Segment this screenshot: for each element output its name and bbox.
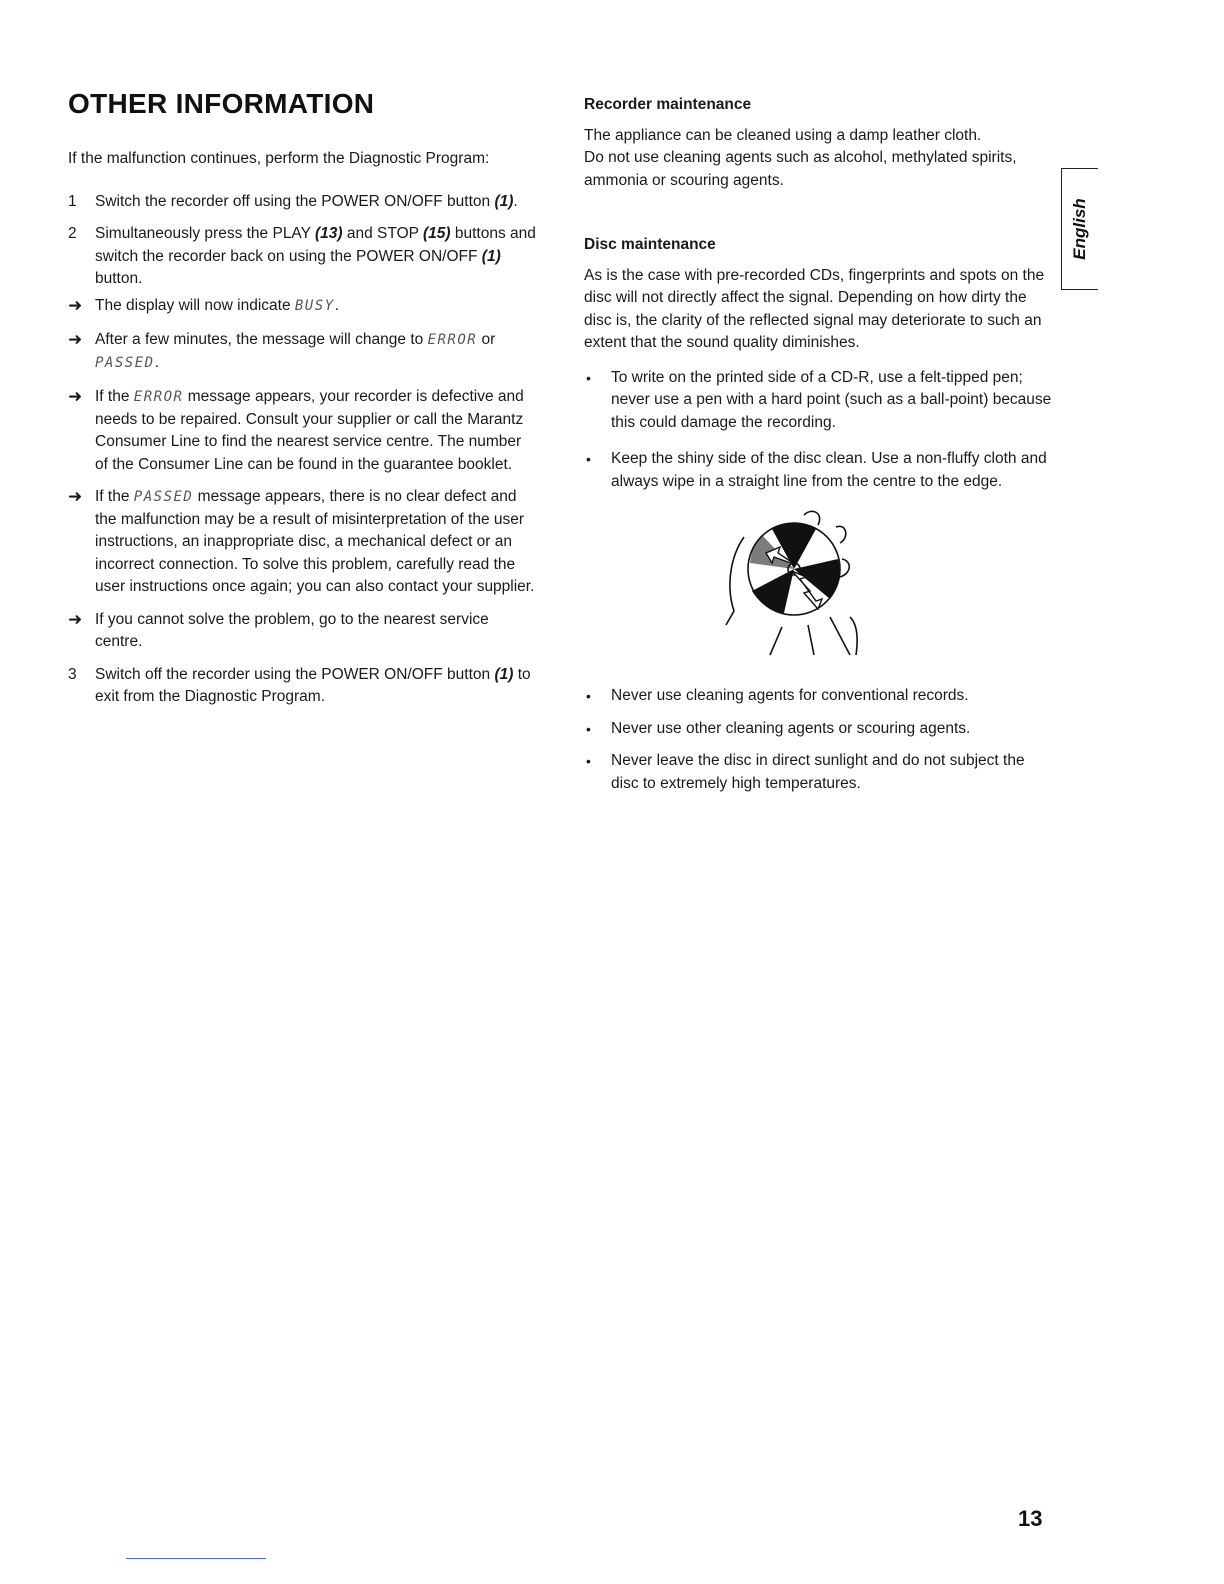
- finger-outline: [840, 559, 849, 577]
- recorder-maintenance-heading: Recorder maintenance: [584, 96, 752, 113]
- wrist-line: [770, 627, 782, 655]
- bullet-icon: •: [586, 688, 591, 704]
- language-tab: [1061, 168, 1098, 290]
- button-reference: (1): [481, 247, 501, 265]
- note-passed: ➜ If the PASSED message appears, there is no clear defect and the malfunction may be a result of misinterpretation of the user instructions, an inappropriate disc, a mechanical defect or an incorrect connection. To solve this problem, carefully read the user instructions once again; you can also contact your supplier.: [68, 487, 535, 595]
- diagnostic-section: [68, 148, 538, 709]
- bullet-icon: •: [586, 451, 591, 467]
- arrow-icon: ➜: [68, 387, 83, 406]
- arrow-icon: ➜: [68, 330, 83, 349]
- button-reference: (1): [494, 665, 514, 683]
- bullet-icon: •: [586, 720, 591, 737]
- page-title: OTHER INFORMATION: [68, 88, 375, 119]
- arrow-icon: ➜: [68, 609, 83, 629]
- list-item: • Never use other cleaning agents or scouring agents.: [584, 718, 1054, 741]
- button-reference: (1): [494, 192, 514, 210]
- step-number: 3: [68, 665, 77, 683]
- step-number: 1: [68, 192, 77, 210]
- disc-sector: [752, 569, 794, 613]
- list-item: • Never use cleaning agents for conventional records.: [584, 685, 1054, 708]
- lcd-message-busy: BUSY: [294, 297, 335, 314]
- note-service: ➜ If you cannot solve the problem, go to the nearest service centre.: [68, 609, 489, 650]
- disc-maintenance-intro: As is the case with pre-recorded CDs, fingerprints and spots on the disc will not directly affect the signal. Depending on how dirty the disc is, the clarity of the reflected signal may deteriorate to such an extent that the sound quality diminishes.: [584, 266, 1045, 351]
- lcd-message-error: ERROR: [427, 332, 478, 348]
- step-3: 3 Switch off the recorder using the POWER ON/OFF button (1) to exit from the Diagnostic Program.: [68, 665, 531, 705]
- list-item: • Never leave the disc in direct sunlight and do not subject the disc to extremely high temperatures.: [586, 752, 1025, 792]
- recorder-maintenance-line-2: Do not use cleaning agents such as alcohol, methylated spirits, ammonia or scouring agents.: [584, 149, 1017, 189]
- step-number: 2: [68, 225, 77, 242]
- hand-outline: [726, 537, 744, 625]
- lcd-message-error: ERROR: [133, 389, 184, 405]
- note-result-message: ➜ After a few minutes, the message will change to ERROR or PASSED.: [68, 330, 496, 371]
- note-busy: ➜ The display will now indicate BUSY.: [68, 295, 538, 318]
- disc-cleaning-illustration: [712, 507, 872, 657]
- list-item: • Keep the shiny side of the disc clean. Use a non-fluffy cloth and always wipe in a straight line from the centre to the edge.: [586, 450, 1047, 490]
- recorder-maintenance-line-1: The appliance can be cleaned using a damp leather cloth.: [584, 126, 982, 144]
- bullet-icon: •: [586, 753, 591, 769]
- finger-outline: [804, 511, 820, 525]
- list-item: • To write on the printed side of a CD-R, use a felt-tipped pen; never use a pen with a hard point (such as a ball-point) because this could damage the recording.: [586, 368, 1052, 431]
- arrow-icon: ➜: [68, 295, 83, 315]
- bullet-icon: •: [586, 369, 591, 386]
- lcd-message-passed: PASSED: [95, 354, 155, 371]
- arrow-icon: ➜: [68, 487, 83, 506]
- page-number: 13: [1018, 1506, 1043, 1531]
- maintenance-section: [584, 94, 1054, 795]
- diagnostic-intro: If the malfunction continues, perform the Diagnostic Program:: [68, 150, 490, 167]
- step-1: 1 Switch the recorder off using the POWER ON/OFF button (1).: [68, 191, 538, 214]
- language-tab-label: English: [1070, 198, 1089, 260]
- cloth-wrist: [808, 617, 857, 655]
- note-error: ➜ If the ERROR message appears, your recorder is defective and needs to be repaired. Consult your supplier or call the Marantz Consumer Line to find the nearest service centre. The number of the Consumer Line can be found in the guarantee booklet.: [68, 387, 524, 473]
- button-reference: (13): [315, 225, 343, 242]
- footer-rule: [126, 1558, 266, 1559]
- lcd-message-passed: PASSED: [133, 489, 194, 505]
- disc-maintenance-heading: Disc maintenance: [584, 236, 716, 253]
- button-reference: (15): [423, 225, 451, 242]
- finger-outline: [836, 526, 846, 543]
- step-2: 2 Simultaneously press the PLAY (13) and STOP (15) buttons and switch the recorder back on using the POWER ON/OFF (1) button.: [68, 225, 536, 287]
